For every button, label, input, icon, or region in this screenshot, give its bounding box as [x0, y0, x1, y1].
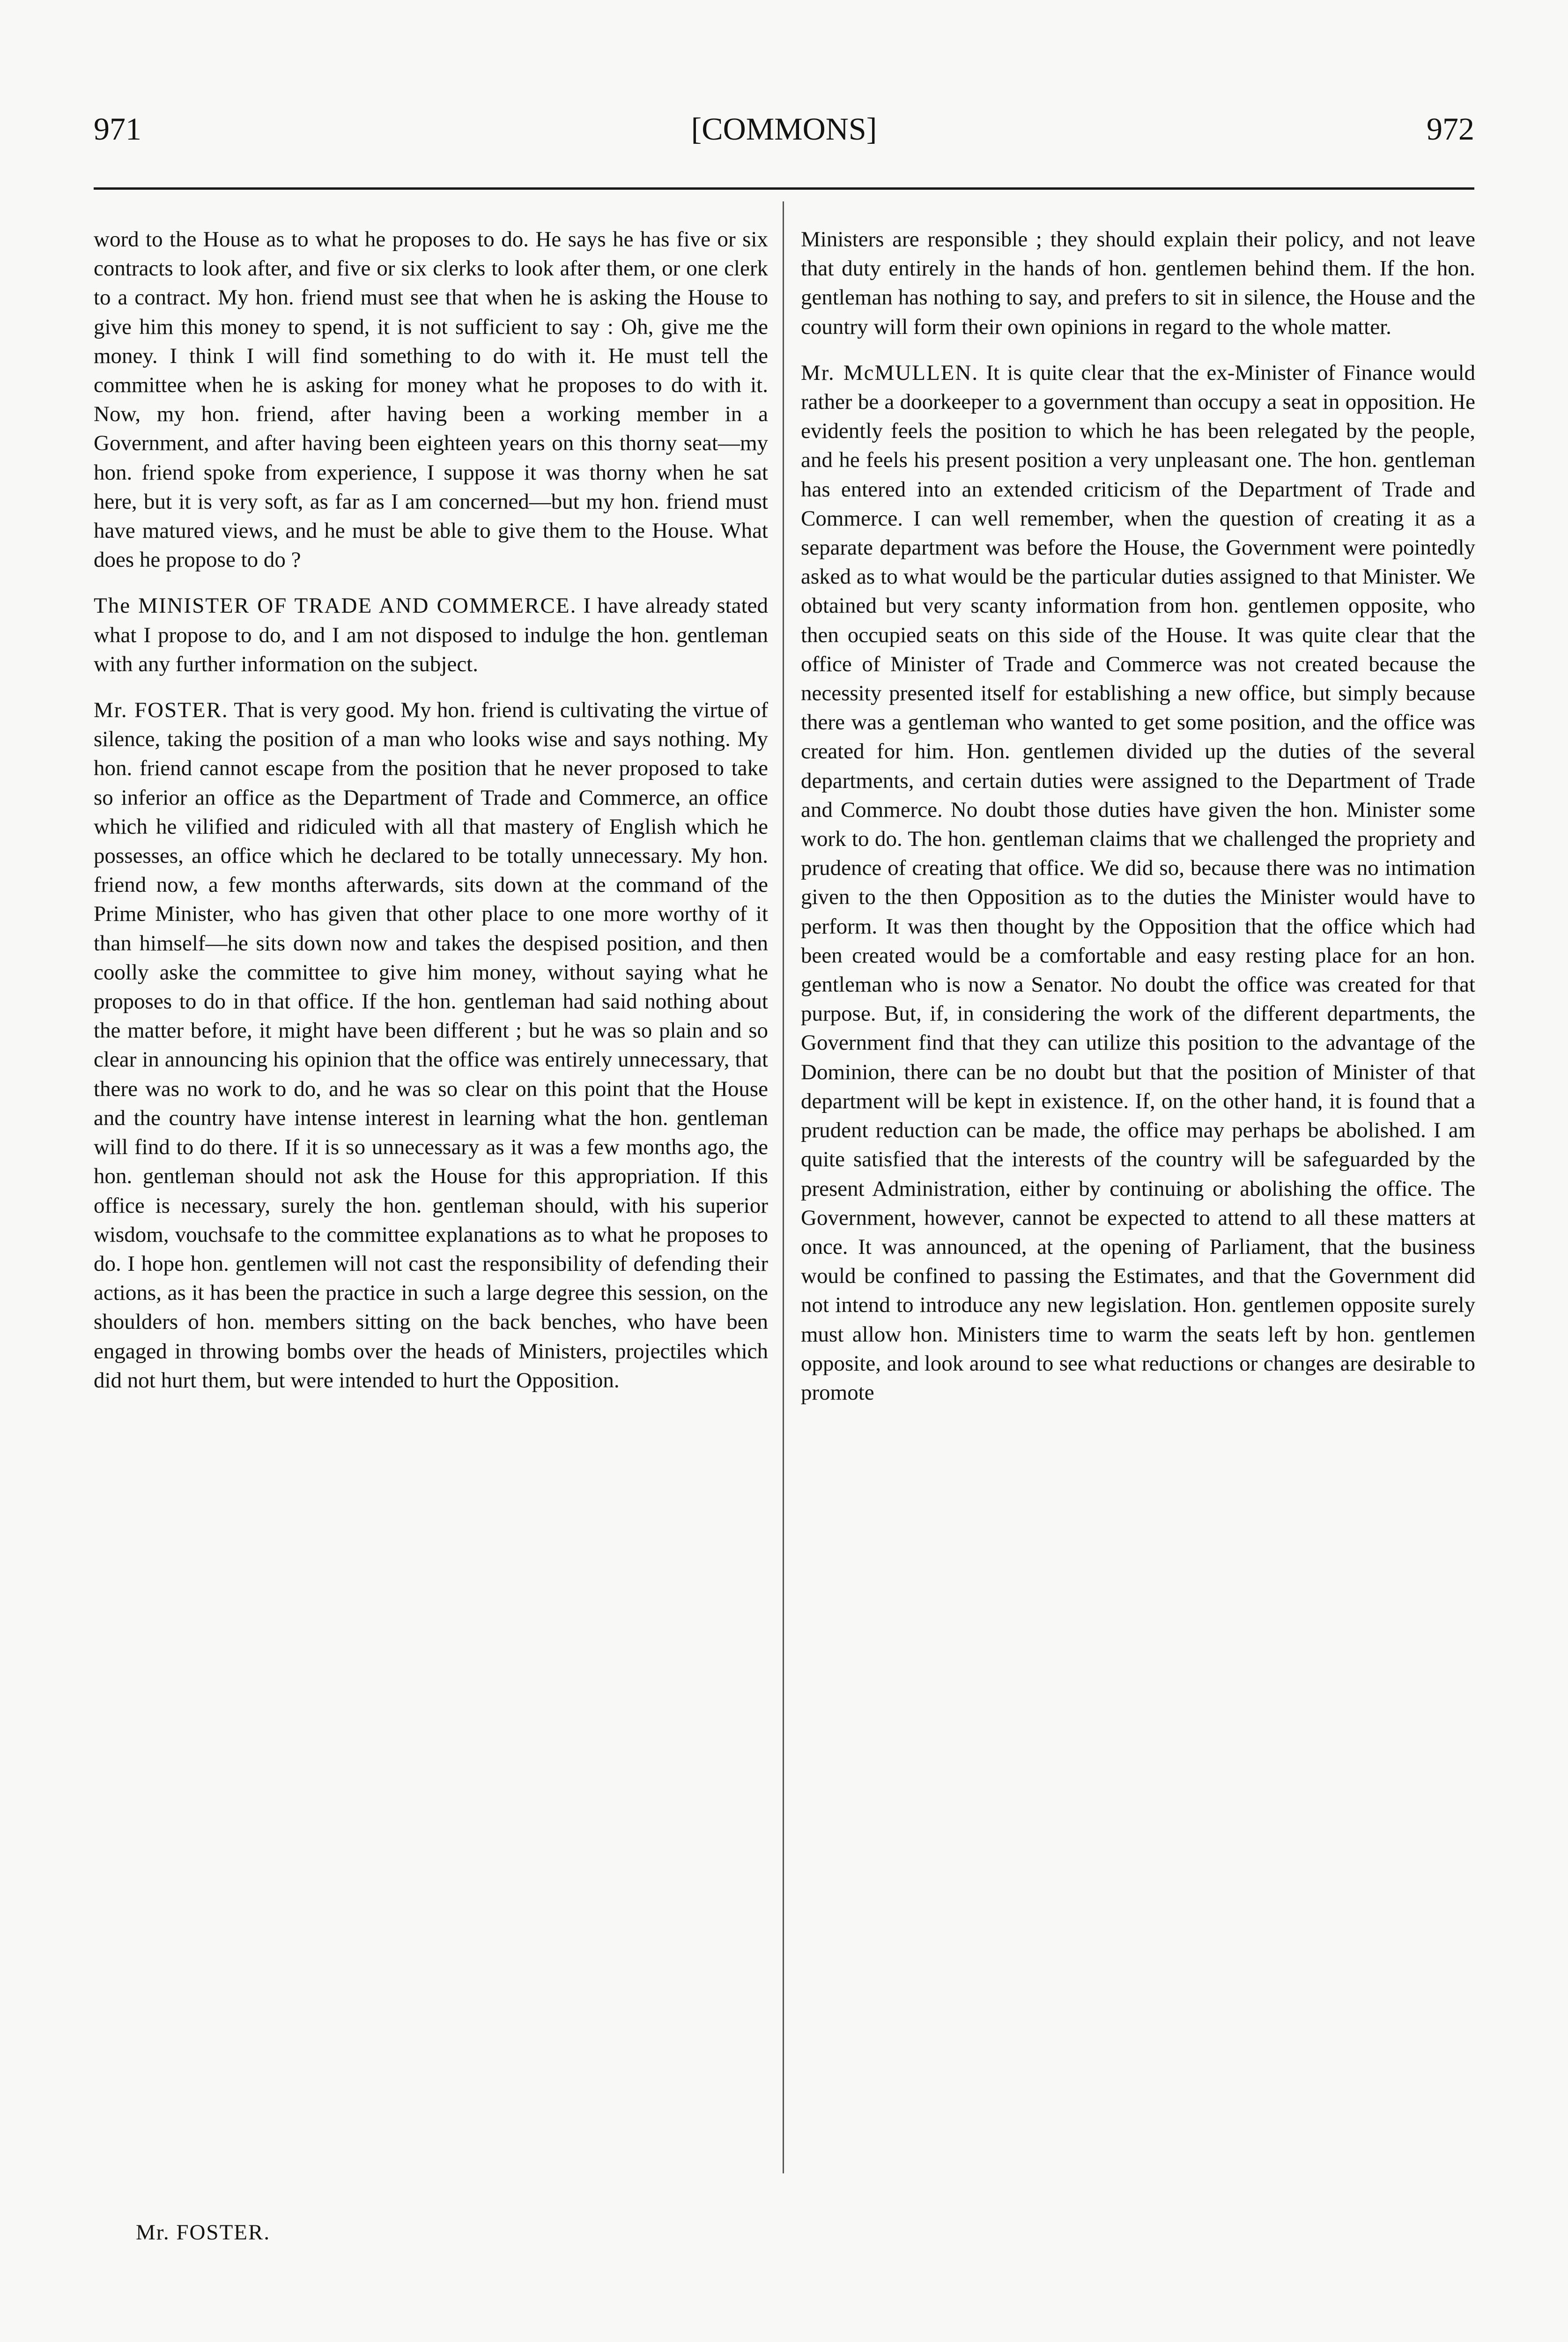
left-column: [94, 225, 768, 1395]
running-header: [94, 108, 1474, 150]
speaker-name: Mr. McMULLEN.: [801, 360, 979, 385]
left-paragraph-2: [94, 591, 768, 679]
speech-text: That is very good. My hon. friend is cultivating the virtue of silence, taking the position of a man who looks wise and says nothing. My hon. friend cannot escape from the position that he never proposed to take so inferior an office as the Department of Trade and Commerce, an office which he vilified and ridiculed with all that mastery of English which he possesses, an office which he declared to be totally unnecessary. My hon. friend now, a few months afterwards, sits down at the command of the Prime Minister, who has given that other place to one more worthy of it than himself—he sits down now and takes the despised position, and then coolly aske the committee to give him money, without saying what he proposes to do in that office. If the hon. gentleman had said nothing about the matter before, it might have been different ; but he was so plain and so clear in announcing his opinion that the office was entirely unnecessary, that there was no work to do, and he was so clear on this point that the House and the country have intense interest in learning what the hon. gentleman will find to do there. If it is so unnecessary as it was a few months ago, the hon. gentleman should not ask the House for this appropriation. If this office is necessary, surely the hon. gentleman should, with his superior wisdom, vouchsafe to the committee explanations as to what he proposes to do. I hope hon. gentlemen will not cast the responsibility of defending their actions, as it has been the practice in such a large degree this session, on the shoulders of hon. members sitting on the back benches, who have been engaged in throwing bombs over the heads of Ministers, projectiles which did not hurt them, but were intended to hurt the Opposition.: [94, 698, 769, 1393]
column-divider: [783, 201, 784, 2173]
header-rule: [94, 187, 1474, 190]
right-page-number: 972: [1427, 111, 1474, 147]
left-paragraph-3: [94, 696, 768, 1395]
left-page-number: 971: [94, 111, 141, 147]
right-column: [801, 225, 1475, 1407]
speaker-name: The MINISTER OF TRADE AND COMMERCE.: [94, 593, 577, 618]
speech-text: It is quite clear that the ex-Minister of Finance would rather be a doorkeeper to a government than occupy a seat in opposition. He evidently feels the position to which he has been relegated by the people, and he feels his present position a very unpleasant one. The hon. gentleman has entered into an extended criticism of the Department of Trade and Commerce. I can well remember, when the question of creating it as a separate department was before the House, the Government were pointedly asked as to what would be the particular duties assigned to that Minister. We obtained but very scanty information from hon. gentlemen opposite, who then occupied seats on this side of the House. It was quite clear that the office of Minister of Trade and Commerce was not created because the necessity presented itself for establishing a new office, but simply because there was a gentleman who wanted to get some position, and the office was created for him. Hon. gentlemen divided up the duties of the several departments, and certain duties were assigned to the Department of Trade and Commerce. No doubt those duties have given the hon. Minister some work to do. The hon. gentleman claims that we challenged the propriety and prudence of creating that office. We did so, because there was no intimation given to the then Opposition as to the duties the Minister would have to perform. It was then thought by the Opposition that the office which had been created would be a comfortable and easy resting place for an hon. gentleman who is now a Senator. No doubt the office was created for that purpose. But, if, in considering the work of the different departments, the Government find that they can utilize this position to the advantage of the Dominion, there can be no doubt but that the position of Minister of that department will be kept in existence. If, on the other hand, it is found that a prudent reduction can be made, the office may perhaps be abolished. I am quite satisfied that the interests of the country will be safeguarded by the present Administration, either by continuing or abolishing the office. The Government, however, cannot be expected to attend to all these matters at once. It was announced, at the opening of Parliament, that the business would be confined to passing the Estimates, and that the Government did not intend to introduce any new legislation. Hon. gentlemen opposite surely must allow hon. Ministers time to warm the seats left by hon. gentlemen opposite, and look around to see what reductions or changes are desirable to promote: [801, 360, 1475, 1405]
right-paragraph-2: [801, 358, 1475, 1407]
speaker-name: Mr. FOSTER.: [94, 698, 229, 723]
header-title: [COMMONS]: [691, 111, 877, 147]
right-paragraph-1: Ministers are responsible ; they should explain their policy, and not leave that duty entirely in the hands of hon. gentlemen behind them. If the hon. gentleman has nothing to say, and prefers to sit in silence, the House and the country will form their own opinions in regard to the whole matter.: [801, 227, 1475, 339]
footer-catchword: Mr. FOSTER.: [136, 2220, 271, 2245]
left-paragraph-1: word to the House as to what he proposes to do. He says he has five or six contracts to look after, and five or six clerks to look after them, or one clerk to a contract. My hon. friend must see that when he is asking the House to give him this money to spend, it is not sufficient to say : Oh, give me the money. I think I will find something to do with it. He must tell the committee when he is asking for money what he proposes to do with it. Now, my hon. friend, after having been a working member in a Government, and after having been eighteen years on this thorny seat—my hon. friend spoke from experience, I suppose it was thorny when he sat here, but it is very soft, as far as I am concerned—but my hon. friend must have matured views, and he must be able to give them to the House. What does he propose to do ?: [94, 227, 768, 572]
speech-text: I have already stated what I propose to do, and I am not disposed to indulge the hon. gentleman with any further information on the subject.: [94, 593, 768, 676]
